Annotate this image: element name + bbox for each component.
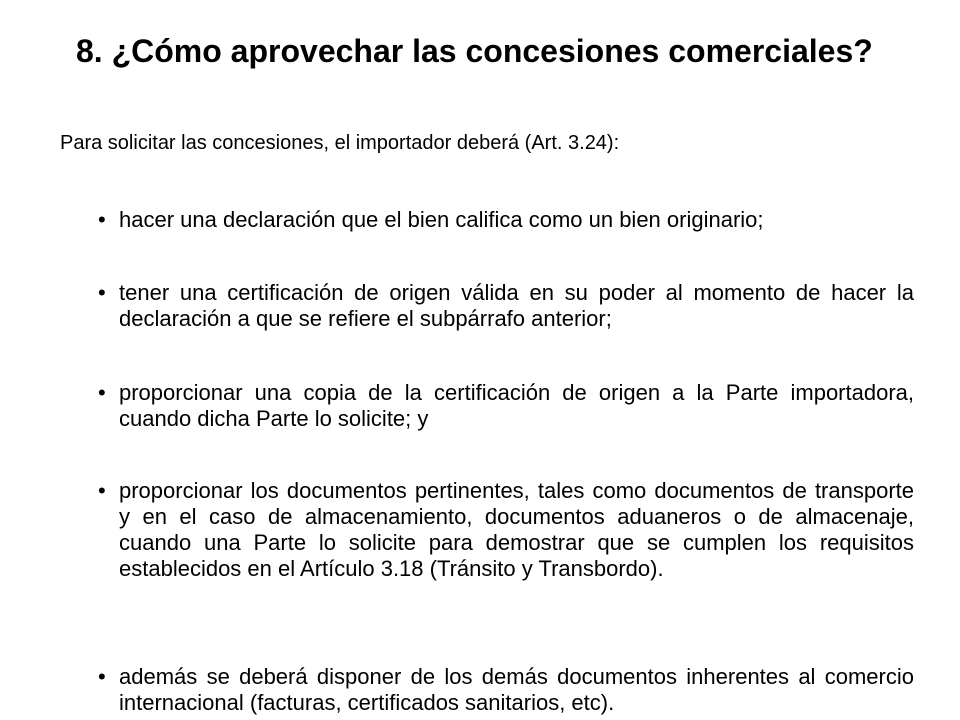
bullet-text: hacer una declaración que el bien califica como un bien originario;: [119, 207, 764, 232]
bullet-text: proporcionar los documentos pertinentes, tales como documentos de transporte y en el caso de almacenamiento, documentos aduaneros o de almacenaje, cuando una Parte lo solicite para demostrar que se cumplen los requisitos establecidos en el Artículo 3.18 (Tránsito y Transbordo).: [119, 478, 914, 581]
bullet-text: tener una certificación de origen válida en su poder al momento de hacer la declaración a que se refiere el subpárrafo anterior;: [119, 280, 914, 331]
bullet-marker: •: [98, 207, 106, 232]
intro-text: Para solicitar las concesiones, el importador deberá (Art. 3.24):: [60, 132, 620, 154]
bullet-text: además se deberá disponer de los demás documentos inherentes al comercio internacional (facturas, certificados sanitarios, etc).: [119, 664, 914, 715]
bullet-item: [98, 280, 914, 332]
bullet-text: proporcionar una copia de la certificación de origen a la Parte importadora, cuando dicha Parte lo solicite; y: [119, 380, 914, 431]
bullet-marker: •: [98, 478, 106, 503]
bullet-item: [98, 380, 914, 432]
bullet-marker: •: [98, 280, 106, 305]
bullet-item: [98, 207, 914, 233]
bullet-item: [98, 664, 914, 716]
bullet-marker: •: [98, 380, 106, 405]
slide-title: 8. ¿Cómo aprovechar las concesiones comerciales?: [76, 33, 873, 69]
bullet-marker: •: [98, 664, 106, 689]
bullet-item: [98, 478, 914, 582]
